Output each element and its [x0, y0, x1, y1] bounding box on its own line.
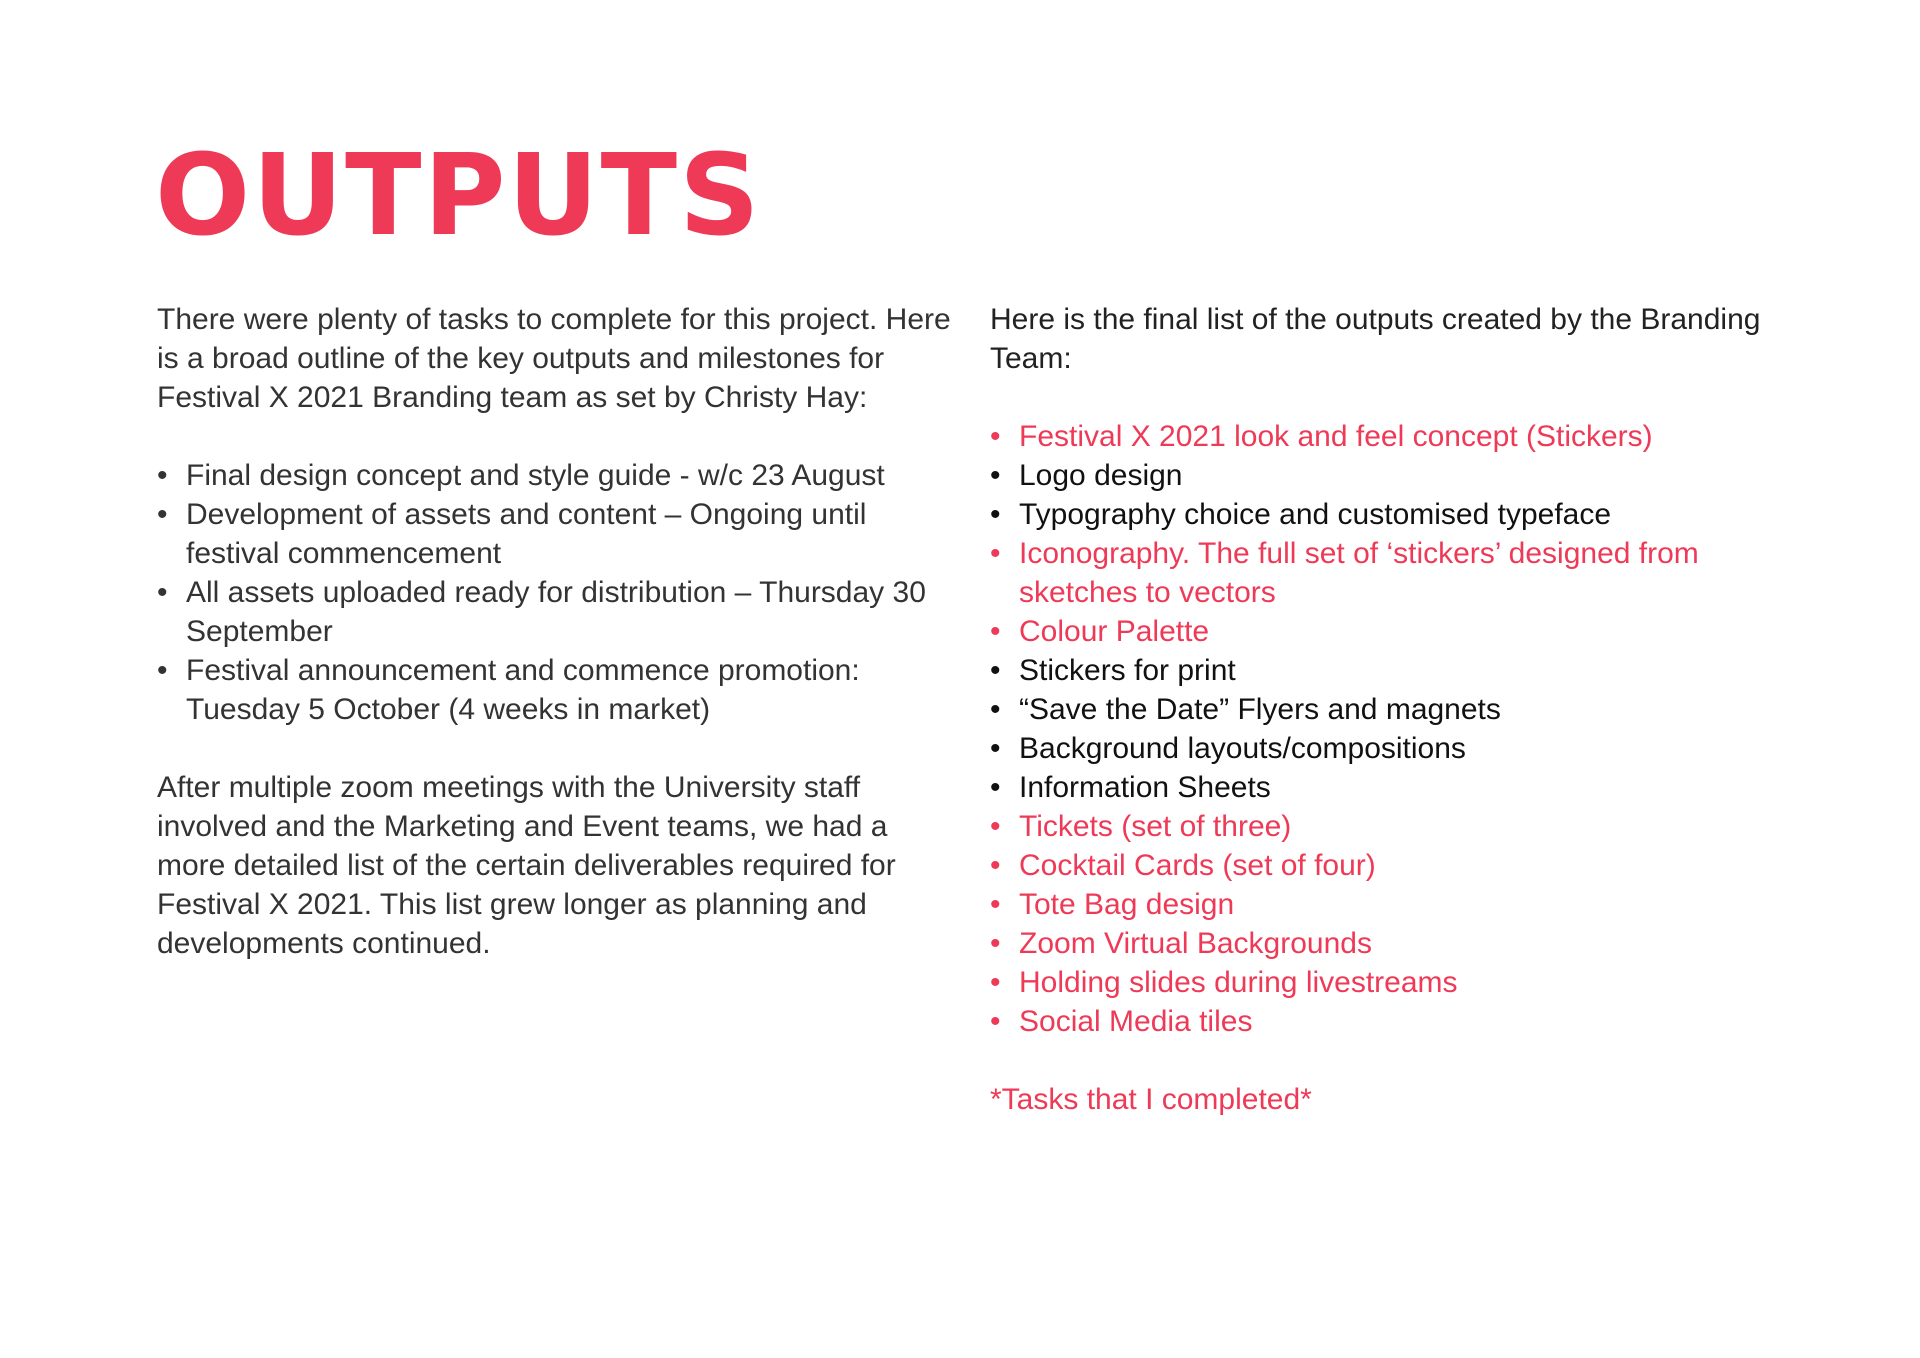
- completed-tasks-note: *Tasks that I completed*: [990, 1083, 1312, 1116]
- milestone-text: Final design concept and style guide - w/c 23 August: [186, 459, 885, 492]
- output-label: Logo design: [1019, 459, 1183, 492]
- outputs-list: [990, 417, 1790, 1041]
- output-label: Zoom Virtual Backgrounds: [1019, 927, 1372, 960]
- milestone-text: All assets uploaded ready for distribution – Thursday 30 September: [186, 576, 926, 648]
- bullet-icon: •: [157, 654, 168, 687]
- bullet-icon: •: [990, 537, 1001, 570]
- output-item: [990, 651, 1790, 690]
- bullet-icon: •: [990, 693, 1001, 726]
- output-label: Typography choice and customised typeface: [1019, 498, 1612, 531]
- output-item: [990, 924, 1790, 963]
- output-label: Festival X 2021 look and feel concept (Stickers): [1019, 420, 1653, 453]
- output-item: [990, 417, 1790, 456]
- bullet-icon: •: [990, 420, 1001, 453]
- output-label: Social Media tiles: [1019, 1005, 1253, 1038]
- bullet-icon: •: [990, 459, 1001, 492]
- left-closing-paragraph: After multiple zoom meetings with the University staff involved and the Marketing and Event teams, we had a more detailed list of the certain deliverables required for Festival X 2021. This list grew longer as planning and developments continued.: [157, 771, 896, 960]
- bullet-icon: •: [990, 810, 1001, 843]
- bullet-icon: •: [990, 966, 1001, 999]
- milestone-item: [157, 495, 957, 573]
- output-item: [990, 963, 1790, 1002]
- bullet-icon: •: [157, 459, 168, 492]
- bullet-icon: •: [157, 498, 168, 531]
- milestone-text: Development of assets and content – Ongoing until festival commencement: [186, 498, 867, 570]
- output-item: [990, 1002, 1790, 1041]
- left-column: [157, 300, 957, 963]
- output-item: [990, 729, 1790, 768]
- right-column: [990, 300, 1790, 1119]
- milestone-item: [157, 651, 957, 729]
- bullet-icon: •: [990, 615, 1001, 648]
- milestone-item: [157, 573, 957, 651]
- output-item: [990, 495, 1790, 534]
- bullet-icon: •: [990, 732, 1001, 765]
- output-item: [990, 768, 1790, 807]
- milestone-item: [157, 456, 957, 495]
- bullet-icon: •: [990, 654, 1001, 687]
- right-intro-paragraph: Here is the final list of the outputs created by the Branding Team:: [990, 303, 1761, 375]
- output-item: [990, 690, 1790, 729]
- output-label: Tickets (set of three): [1019, 810, 1292, 843]
- milestone-text: Festival announcement and commence promotion: Tuesday 5 October (4 weeks in market): [186, 654, 860, 726]
- milestones-list: [157, 456, 957, 729]
- output-item: [990, 534, 1790, 612]
- output-item: [990, 885, 1790, 924]
- bullet-icon: •: [990, 849, 1001, 882]
- bullet-icon: •: [990, 771, 1001, 804]
- bullet-icon: •: [990, 1005, 1001, 1038]
- output-item: [990, 846, 1790, 885]
- bullet-icon: •: [157, 576, 168, 609]
- output-label: “Save the Date” Flyers and magnets: [1019, 693, 1501, 726]
- output-label: Cocktail Cards (set of four): [1019, 849, 1376, 882]
- output-label: Information Sheets: [1019, 771, 1271, 804]
- output-label: Stickers for print: [1019, 654, 1236, 687]
- output-label: Tote Bag design: [1019, 888, 1235, 921]
- left-intro-paragraph: There were plenty of tasks to complete for this project. Here is a broad outline of the key outputs and milestones for Festival X 2021 Branding team as set by Christy Hay:: [157, 303, 951, 414]
- spacer: [157, 417, 957, 456]
- spacer: [990, 1041, 1790, 1080]
- output-label: Holding slides during livestreams: [1019, 966, 1458, 999]
- output-item: [990, 807, 1790, 846]
- spacer: [157, 729, 957, 768]
- spacer: [990, 378, 1790, 417]
- output-label: Iconography. The full set of ‘stickers’ designed from sketches to vectors: [1019, 537, 1699, 609]
- bullet-icon: •: [990, 498, 1001, 531]
- output-item: [990, 612, 1790, 651]
- bullet-icon: •: [990, 927, 1001, 960]
- output-label: Colour Palette: [1019, 615, 1210, 648]
- bullet-icon: •: [990, 888, 1001, 921]
- page-title: OUTPUTS: [155, 131, 762, 261]
- output-item: [990, 456, 1790, 495]
- output-label: Background layouts/compositions: [1019, 732, 1466, 765]
